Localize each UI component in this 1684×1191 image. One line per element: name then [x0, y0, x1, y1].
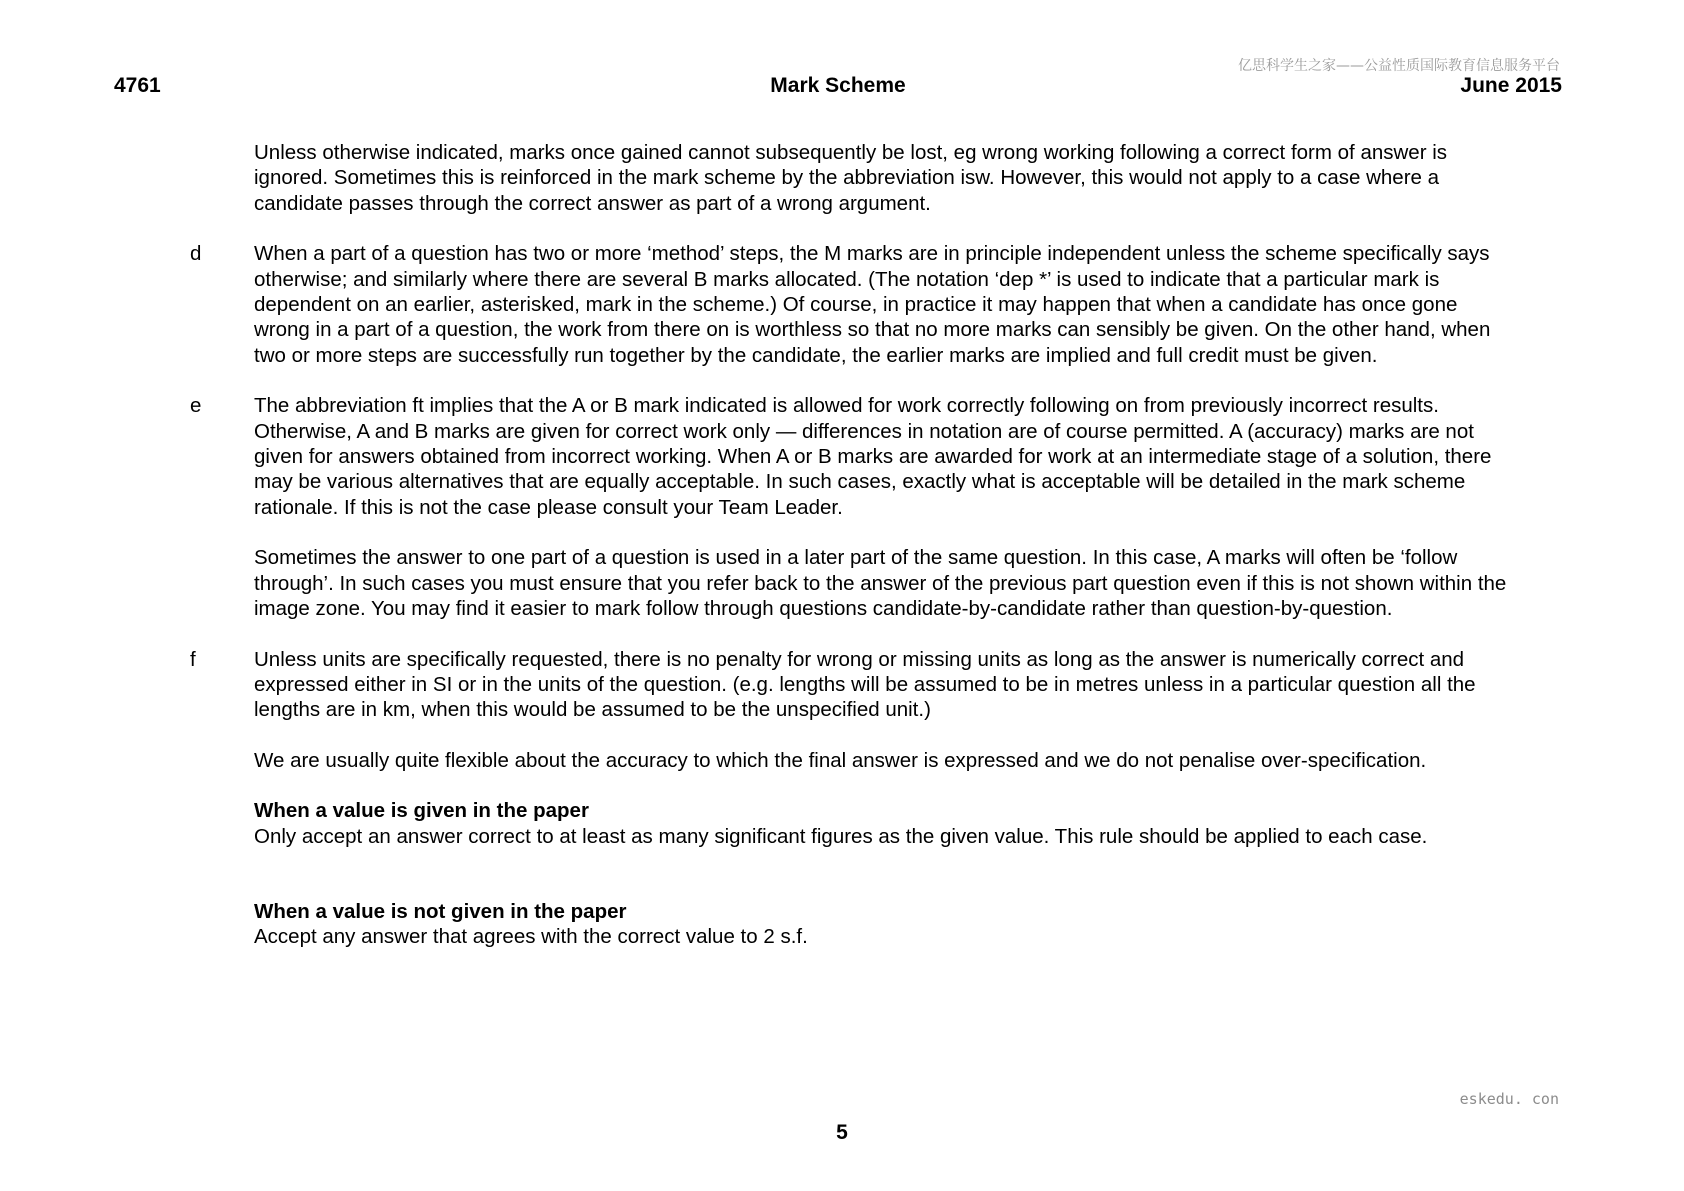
paragraph-text: When a part of a question has two or more ‘method’ steps, the M marks are in principle independent unless the scheme specifically says otherwise; and similarly where there are several B marks allocated. (The notation ‘dep *’ is used to indicate that a particular mark is dependent on an earlier, asterisked, mark in the scheme.) Of course, in practice it may happen that when a candidate has once gone wrong in a part of a question, the work from there on is worthless so that no more marks can sensibly be given. On the other hand, when two or more steps are successfully run together by the candidate, the earlier marks are implied and full credit must be given. — [254, 242, 1491, 367]
paragraph-text: Accept any answer that agrees with the correct value to 2 s.f. — [254, 925, 808, 949]
watermark-top-text: 亿思科学生之家——公益性质国际教育信息服务平台 — [1238, 58, 1560, 74]
paper-code: 4761 — [114, 74, 161, 97]
paragraph-follow-through — [254, 545, 1514, 621]
subsection-value-given — [254, 798, 1514, 849]
subsection-value-not-given — [254, 899, 1514, 950]
paragraph-text: Sometimes the answer to one part of a question is used in a later part of the same question. In this case, A marks will often be ‘follow through’. In such cases you must ensure that you refer back to the answer of the previous part question even if this is not shown within the image zone. You may find it easier to mark follow through questions candidate-by-candidate rather than question-by-question. — [254, 546, 1507, 621]
exam-date: June 2015 — [1460, 74, 1562, 97]
main-content — [0, 140, 1684, 950]
page-header — [114, 74, 1562, 102]
paragraph-text: Unless otherwise indicated, marks once gained cannot subsequently be lost, eg wrong working following a correct form of answer is ignored. Sometimes this is reinforced in the mark scheme by the abbreviation isw. However, this would not apply to a case where a candidate passes through the correct answer as part of a wrong argument. — [254, 141, 1448, 215]
watermark-bottom-text: eskedu. con — [1459, 1090, 1559, 1108]
paragraph-text: The abbreviation ft implies that the A or B mark indicated is allowed for work correctly following on from previously incorrect results. Otherwise, A and B marks are given for correct work only — differences in notation are of course permitted. A (accuracy) marks are not given for answers obtained from incorrect working. When A or B marks are awarded for work at an intermediate stage of a solution, there may be various alternatives that are equally acceptable. In such cases, exactly what is acceptable will be detailed in the mark scheme rationale. If this is not the case please consult your Team Leader. — [254, 394, 1492, 519]
subsection-heading: When a value is not given in the paper — [254, 899, 627, 923]
subsection-heading: When a value is given in the paper — [254, 799, 589, 823]
page-number: 5 — [836, 1121, 848, 1144]
paragraph-text: We are usually quite flexible about the accuracy to which the final answer is expressed and we do not penalise over-specification. — [254, 748, 1427, 772]
section-marker-d: d — [190, 242, 202, 266]
paragraph-isw — [254, 140, 1514, 216]
section-marker-f: f — [190, 647, 196, 671]
paragraph-text: Unless units are specifically requested, there is no penalty for wrong or missing units as long as the answer is numerically correct and expressed either in SI or in the units of the question. (e.g. lengths will be assumed to be in metres unless in a particular question all the lengths are in km, when this would be assumed to be the unspecified unit.) — [254, 647, 1476, 722]
paragraph-text: Only accept an answer correct to at least as many significant figures as the given value. This rule should be applied to each case. — [254, 824, 1428, 848]
paragraph-accuracy — [254, 748, 1514, 773]
section-marker-e: e — [190, 394, 202, 418]
section-d — [190, 241, 1514, 368]
section-f — [190, 647, 1514, 723]
section-e — [190, 393, 1514, 520]
document-title: Mark Scheme — [770, 74, 906, 97]
